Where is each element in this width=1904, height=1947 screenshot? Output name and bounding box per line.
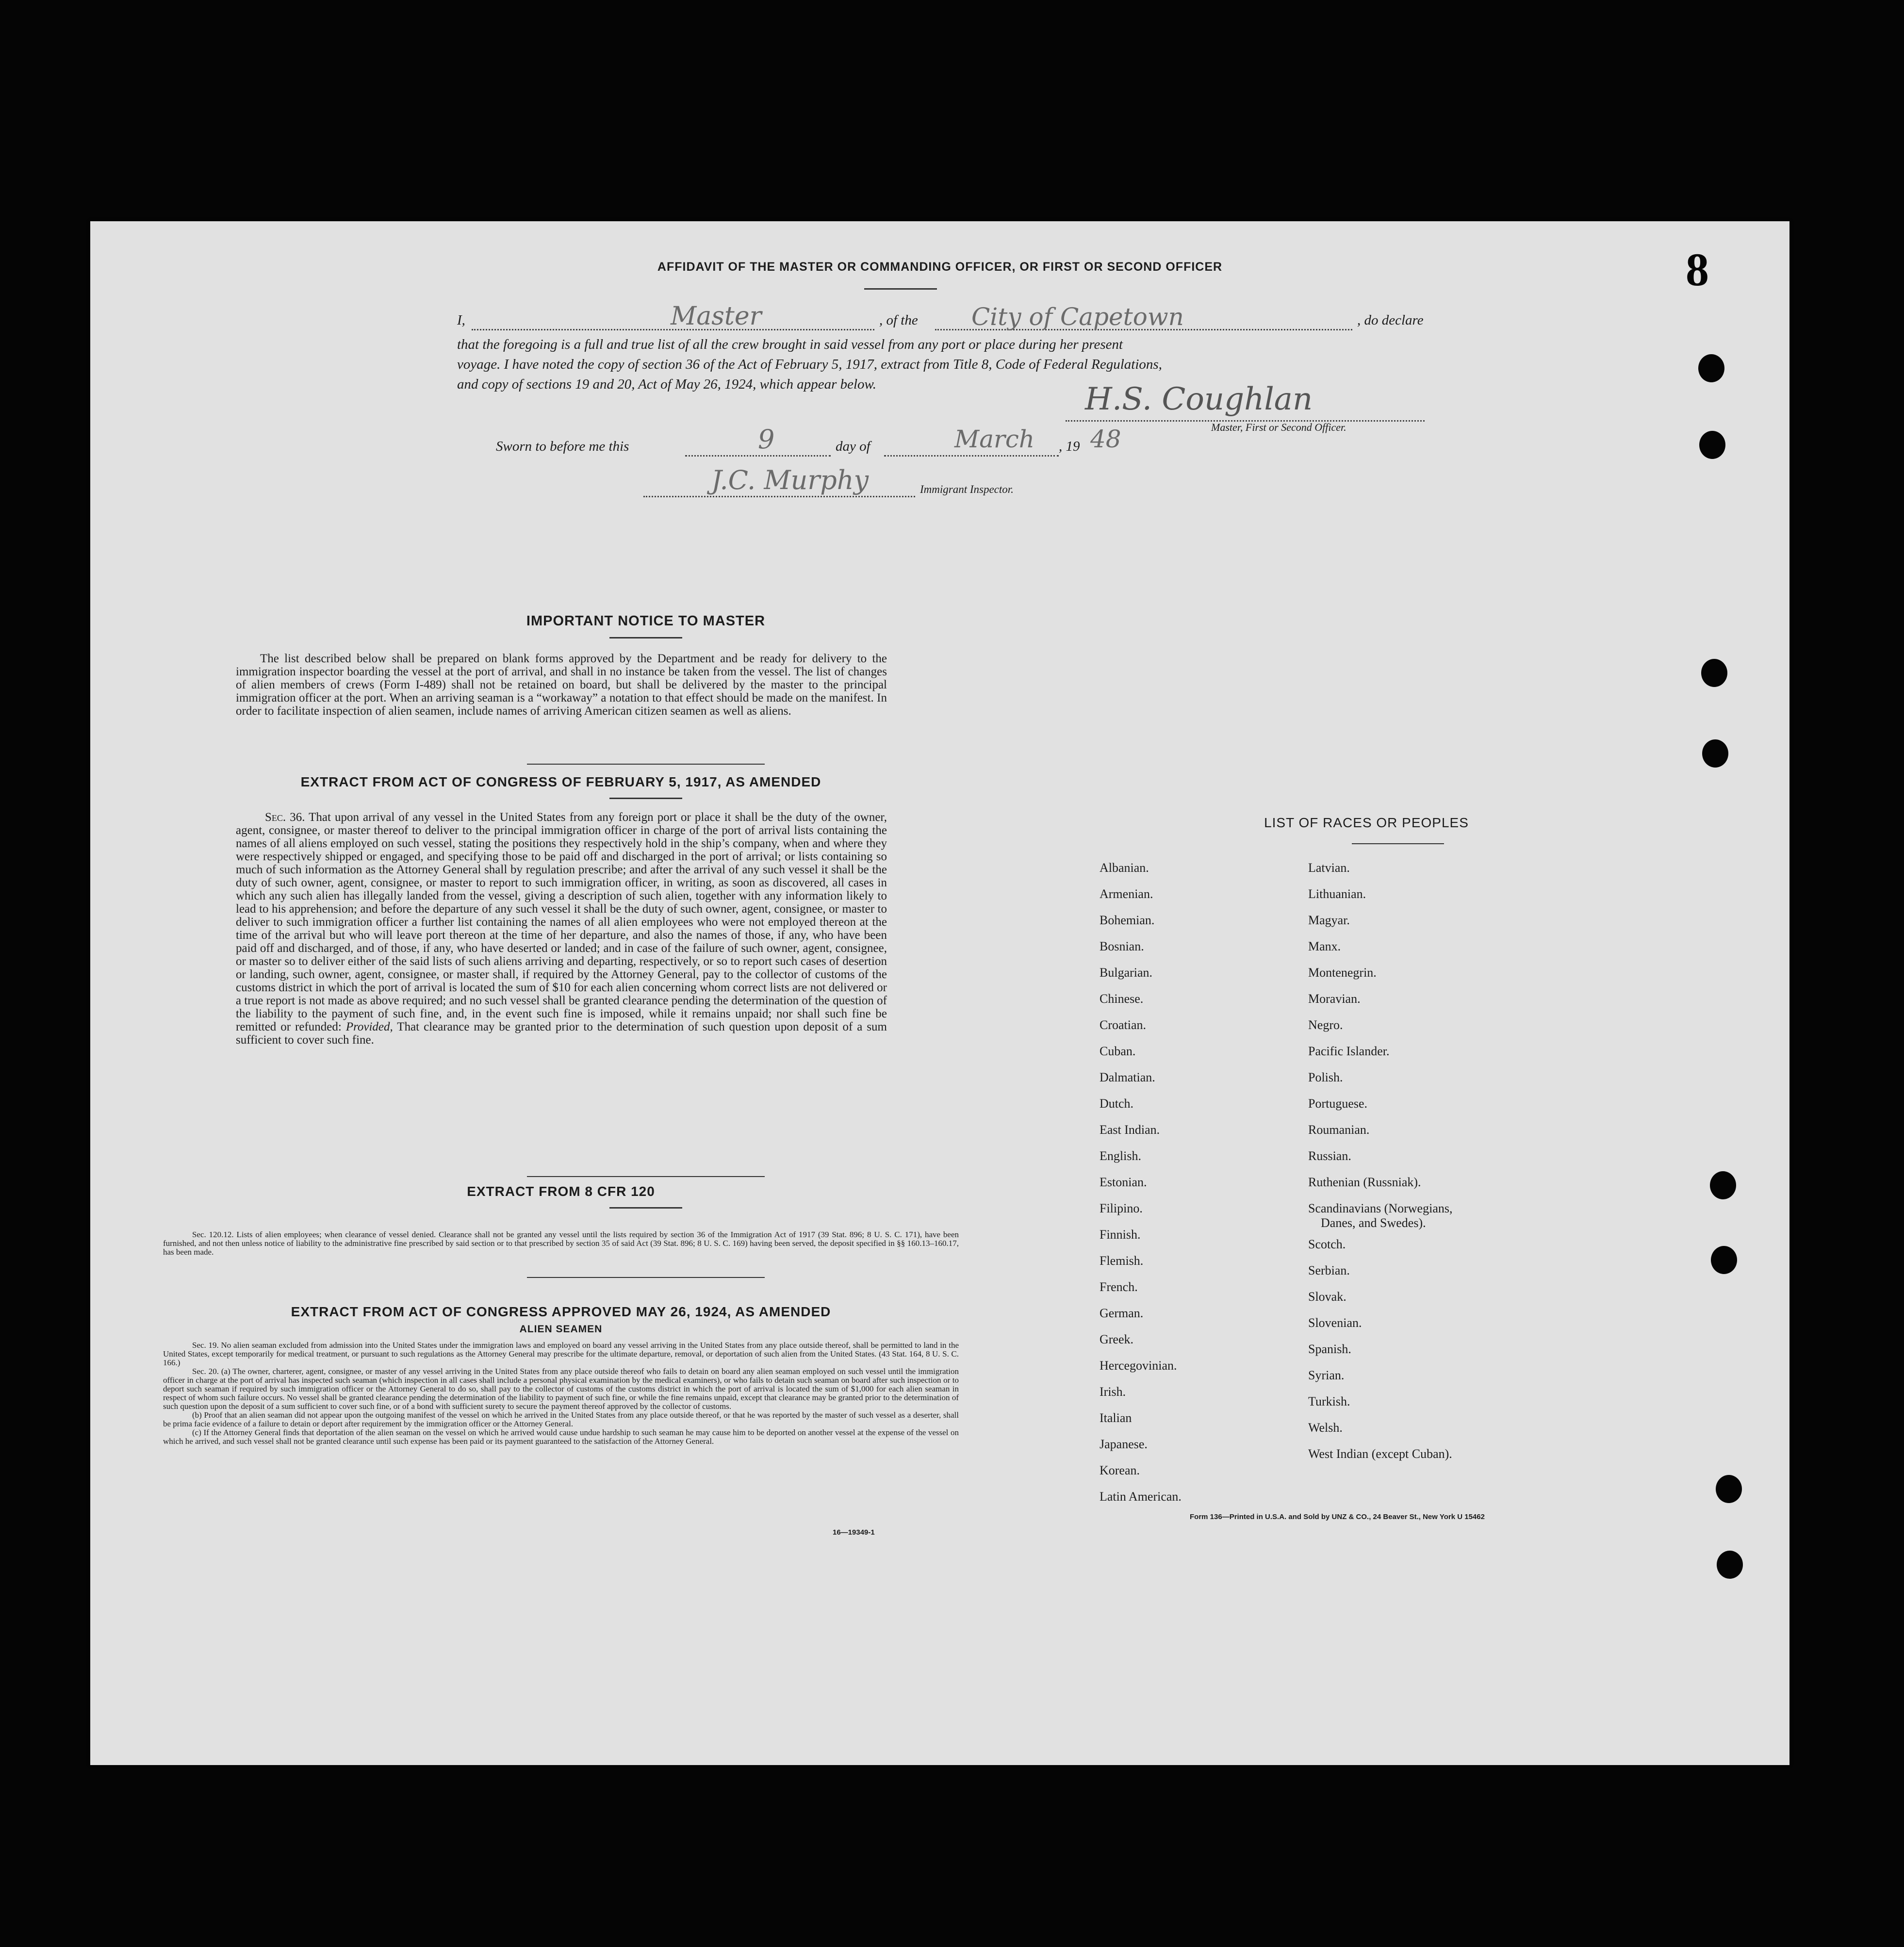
race-item: Greek. <box>1100 1332 1134 1346</box>
sec-20a-text: Sec. 20. (a) The owner, charterer, agent, consignee, or master of any vessel arriving in the United States from any place outside thereof who fails to detain on board any alien seaman employed on such vessel until the immigration officer in charge at the port of arrival has inspected such seaman (which inspection in all cases shall include a personal physical examination by the medical examiners), or who fails to detain such seaman on board after such inspection or to deport such seaman if required by such immigration officer or the Attorney General to do so, shall pay to the collector of customs of the customs district in which the port of arrival is located the sum of $1,000 for each alien seaman in respect of whom such failure occurs. No vessel shall be granted clearance pending the determination of the liability to payment of such fine, or while the fine remains unpaid, except that clearance may be granted prior to the determination of such question upon the deposit of a sum sufficient to cover such fine, or of a bond with sufficient surety to secure the payment thereof approved by the collector of customs. <box>163 1367 959 1411</box>
extract-1917-text <box>236 811 887 1047</box>
race-item: French. <box>1100 1280 1138 1294</box>
sworn-month-handwriting: March <box>954 425 1035 453</box>
extract-1917-end-rule <box>527 1176 765 1177</box>
punch-hole <box>1702 739 1728 768</box>
race-item: Russian. <box>1308 1149 1351 1163</box>
race-item: Moravian. <box>1308 992 1361 1006</box>
master-name-handwriting: Master <box>671 302 762 331</box>
race-item: West Indian (except Cuban). <box>1308 1447 1452 1461</box>
race-item: Japanese. <box>1100 1437 1148 1451</box>
race-item: Spanish. <box>1308 1342 1351 1356</box>
race-item: Estonian. <box>1100 1175 1147 1189</box>
punch-hole <box>1716 1475 1742 1503</box>
year-prefix: , 19 <box>1059 439 1080 454</box>
extract-8cfr-rule <box>609 1207 682 1209</box>
signature-caption: Master, First or Second Officer. <box>1211 421 1346 433</box>
race-item: Albanian. <box>1100 861 1149 875</box>
margin-mark: 8 <box>1686 244 1709 295</box>
race-item: Latin American. <box>1100 1489 1182 1504</box>
notice-rule <box>609 637 682 638</box>
form-printer-note: Form 136—Printed in U.S.A. and Sold by UNZ & CO., 24 Beaver St., New York U 15462 <box>1190 1513 1485 1521</box>
form-code: 16—19349-1 <box>833 1528 875 1537</box>
race-item: Flemish. <box>1100 1254 1144 1268</box>
race-item: Welsh. <box>1308 1421 1343 1435</box>
punch-hole <box>1698 354 1724 382</box>
i-prefix: I, <box>457 312 465 328</box>
sec-20c-text: (c) If the Attorney General finds that deportation of the alien seaman on the vessel on which he arrived would cause undue hardship to such seaman he may cause him to be deported on another vessel at the expense of the vessel on which he arrived, and such vessel shall not be granted clearance until such expense has been paid or its payment guaranteed to the satisfaction of the Attorney General. <box>163 1428 959 1446</box>
race-item: Finnish. <box>1100 1227 1141 1242</box>
sec-36-proviso: That clearance may be granted prior to the determination of such question upon deposit of a sum sufficient to cover such fine. <box>236 1020 887 1047</box>
races-rule <box>1352 843 1444 844</box>
sworn-prefix: Sworn to before me this <box>496 439 629 454</box>
inspector-caption: Immigrant Inspector. <box>920 483 1014 495</box>
race-item: Manx. <box>1308 939 1341 953</box>
sec-36-body: That upon arrival of any vessel in the United States from any foreign port or place it shall be the duty of the owner, agent, consignee, or master thereof to deliver to the principal immigration officer in charge of the port of arrival lists containing the names of all aliens employed on such vessel, stating the positions they respectively hold in the ship’s company, when and where they were respectively shipped or engaged, and specifying those to be paid off and discharged in the port of arrival; or lists containing so much of such information as the Attorney General shall by regulation prescribe; and after the arrival of any such vessel it shall be the duty of such owner, agent, consignee, or master to report to such immigration officer, in writing, as soon as discovered, all cases in which any such alien has illegally landed from the vessel, giving a description of such alien, together with any information likely to lead to his apprehension; and before the departure of any such vessel it shall be the duty of such owner, agent, consignee, or master to deliver to such immigration officer a further list containing the names of all alien employees who were not employed thereon at the time of the arrival but who will leave port thereon at the time of her departure, and also the names of those, if any, who have been paid off and discharged, and of those, if any, who have deserted or landed; and in case of the failure of such owner, agent, consignee, or master so to deliver either of the said lists of such aliens arriving and departing, respectively, or so to report such cases of desertion or landing, such owner, agent, consignee, or master shall, if required by the Attorney General, pay to the collector of customs of the customs district in which the port of arrival is located the sum of $10 for each alien concerning whom correct lists are not delivered or a true report is not made as above required; and no such vessel shall be granted clearance pending the determination of the question of the liability to the payment of such fine, and, in the event such fine is imposed, while it remains unpaid; nor shall such fine be remitted or refunded: <box>236 811 887 1033</box>
race-item: East Indian. <box>1100 1123 1160 1137</box>
vessel-name-handwriting: City of Capetown <box>971 303 1184 331</box>
affidavit-line-3: voyage. I have noted the copy of section 36 of the Act of February 5, 1917, extract from Title 8, Code of Federal Regulations, <box>457 357 1162 372</box>
race-item: Slovenian. <box>1308 1316 1362 1330</box>
race-item: Scandinavians (Norwegians, <box>1308 1201 1453 1215</box>
race-item: Syrian. <box>1308 1368 1345 1382</box>
inspector-line <box>643 465 1177 503</box>
affidavit-title: AFFIDAVIT OF THE MASTER OR COMMANDING OFFICER, OR FIRST OR SECOND OFFICER <box>657 260 1223 274</box>
extract-1924-subtitle: ALIEN SEAMEN <box>519 1324 603 1335</box>
title-rule <box>864 288 937 290</box>
race-item: Slovak. <box>1308 1290 1346 1304</box>
signature-handwriting: H.S. Coughlan <box>1085 381 1313 417</box>
race-item: Montenegrin. <box>1308 965 1377 980</box>
provided-label: Provided, <box>345 1020 393 1033</box>
race-item: Latvian. <box>1308 861 1350 875</box>
sec-20b-text: (b) Proof that an alien seaman did not appear upon the outgoing manifest of the vessel on which he arrived in the United States from any place outside thereof, or that he was reported by the master of such vessel as a deserter, shall be prima facie evidence of a failure to detain or deport after requirement by the immigration officer or the Attorney General. <box>163 1410 959 1428</box>
race-item: Pacific Islander. <box>1308 1044 1390 1058</box>
sec-19-text: Sec. 19. No alien seaman excluded from admission into the United States under the immigration laws and employed on board any vessel arriving in the United States from any place outside thereof, shall be permitted to land in the United States, except temporarily for medical treatment, or pursuant to such regulations as the Attorney General may prescribe for the ultimate departure, removal, or deportation of such alien from the United States. (43 Stat. 164, 8 U. S. C. 166.) <box>163 1341 959 1367</box>
race-item: Scotch. <box>1308 1237 1346 1251</box>
race-item: Hercegovinian. <box>1100 1358 1177 1373</box>
race-item: Polish. <box>1308 1070 1343 1084</box>
of-the-label: , of the <box>879 312 918 328</box>
race-item: Armenian. <box>1100 887 1153 901</box>
extract-1924-text <box>163 1341 959 1446</box>
punch-hole <box>1717 1551 1743 1579</box>
affidavit-line-1 <box>457 302 1466 332</box>
race-item: Filipino. <box>1100 1201 1143 1215</box>
race-item: Bosnian. <box>1100 939 1144 953</box>
extract-8cfr-end-rule <box>527 1277 765 1278</box>
affidavit-line-4: and copy of sections 19 and 20, Act of May 26, 1924, which appear below. <box>457 376 876 392</box>
notice-end-rule <box>527 764 765 765</box>
race-item: Portuguese. <box>1308 1096 1368 1111</box>
race-item: Dalmatian. <box>1100 1070 1155 1084</box>
extract-1917-rule <box>609 798 682 799</box>
document-page <box>90 221 1789 1765</box>
sworn-year-handwriting: 48 <box>1090 425 1121 453</box>
notice-title: IMPORTANT NOTICE TO MASTER <box>526 613 766 629</box>
race-item: Danes, and Swedes). <box>1321 1216 1426 1230</box>
race-item: English. <box>1100 1149 1141 1163</box>
punch-hole <box>1711 1246 1737 1274</box>
sec-36-label: Sec. 36. <box>265 811 305 824</box>
race-item: Turkish. <box>1308 1394 1350 1408</box>
race-item: German. <box>1100 1306 1144 1320</box>
punch-hole <box>1701 659 1727 687</box>
race-item: Negro. <box>1308 1018 1343 1032</box>
race-item: Chinese. <box>1100 992 1144 1006</box>
race-item: Irish. <box>1100 1385 1126 1399</box>
race-item: Bulgarian. <box>1100 965 1153 980</box>
extract-1924-title: EXTRACT FROM ACT OF CONGRESS APPROVED MAY 26, 1924, AS AMENDED <box>291 1304 831 1319</box>
race-item: Croatian. <box>1100 1018 1147 1032</box>
race-item: Lithuanian. <box>1308 887 1366 901</box>
punch-hole <box>1710 1171 1736 1199</box>
extract-8cfr-text: Sec. 120.12. Lists of alien employees; when clearance of vessel denied. Clearance shall not be granted any vessel until the lists required by section 36 of the Immigration Act of 1917 (39 Stat. 896; 8 U. S. C. 171), have been furnished, and not then unless notice of liability to the administrative fine prescribed by said section or to that prescribed by section 35 of said Act (39 Stat. 896; 8 U. S. C. 169) having been served, the deposit specified in §§ 160.13–160.17, has been made. <box>163 1230 959 1257</box>
race-item: Ruthenian (Russniak). <box>1308 1175 1421 1189</box>
extract-8cfr-title: EXTRACT FROM 8 CFR 120 <box>467 1184 655 1199</box>
race-item: Dutch. <box>1100 1096 1134 1111</box>
inspector-handwriting: J.C. Murphy <box>711 465 869 495</box>
race-item: Italian <box>1100 1411 1132 1425</box>
race-item: Bohemian. <box>1100 913 1155 927</box>
race-item: Roumanian. <box>1308 1123 1370 1137</box>
sworn-day-handwriting: 9 <box>758 424 775 455</box>
day-of-label: day of <box>836 439 870 454</box>
extract-1917-title: EXTRACT FROM ACT OF CONGRESS OF FEBRUARY 5, 1917, AS AMENDED <box>300 774 821 789</box>
notice-text: The list described below shall be prepared on blank forms approved by the Department and be ready for delivery to the immigration inspector boarding the vessel at the port of arrival, and shall in no instance be taken from the vessel. The list of changes of alien members of crews (Form I-489) shall not be retained on board, but shall be delivered by the master to the principal immigration officer at the port. When an arriving seaman is a “workaway” a notation to that effect should be made on the manifest. In order to facilitate inspection of alien seamen, include names of arriving American citizen seamen as well as aliens. <box>236 652 887 718</box>
race-item: Korean. <box>1100 1463 1140 1477</box>
races-title: LIST OF RACES OR PEOPLES <box>1264 815 1469 830</box>
punch-hole <box>1699 431 1725 459</box>
race-item: Cuban. <box>1100 1044 1136 1058</box>
race-item: Serbian. <box>1308 1263 1350 1277</box>
race-item: Magyar. <box>1308 913 1350 927</box>
sworn-line <box>496 424 1127 462</box>
affidavit-line-2: that the foregoing is a full and true list of all the crew brought in said vessel from any port or place during her present <box>457 337 1123 352</box>
do-declare-label: , do declare <box>1357 312 1424 328</box>
